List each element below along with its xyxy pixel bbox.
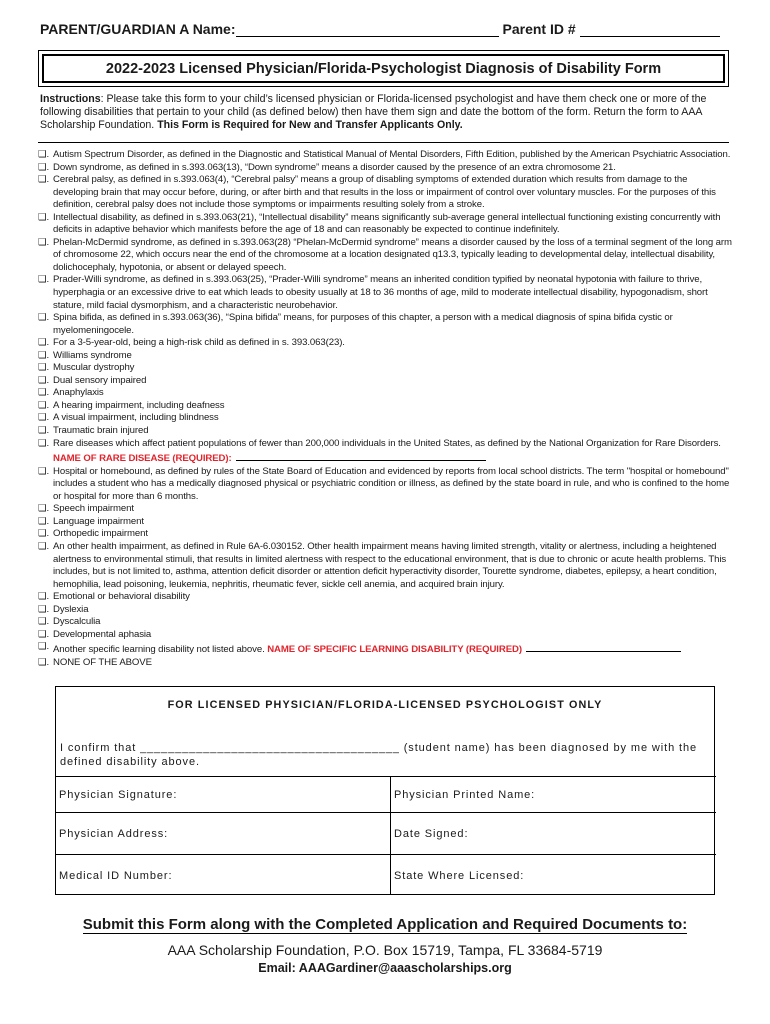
physician-signature-field[interactable] bbox=[55, 776, 390, 812]
state-licensed-label: State Where Licensed: bbox=[394, 869, 525, 882]
disability-text: Phelan-McDermid syndrome, as defined in s.393.063(28) “Phelan-McDermid syndrome” means a disorder caused by the loss of a terminal segment of the long arm of chromosome 22, which occurs near the end of the chromosome at a location designated q13.3, typically leading to developmental delay, intellectual disability, dolichocephaly, hypotonia, or absent or delayed speech. bbox=[53, 236, 732, 273]
required-name-input-line[interactable] bbox=[236, 450, 486, 461]
checkbox[interactable]: ❑. bbox=[38, 174, 50, 186]
physician-address-label: Physician Address: bbox=[59, 827, 169, 840]
instructions bbox=[40, 93, 730, 132]
checkbox[interactable]: ❑. bbox=[38, 312, 50, 324]
disability-checklist bbox=[38, 149, 732, 669]
disability-item bbox=[38, 616, 732, 629]
mailing-address: AAA Scholarship Foundation, P.O. Box 15719, Tampa, FL 33684-5719 bbox=[167, 942, 603, 958]
disability-text: Intellectual disability, as defined in s.393.063(21), “Intellectual disability” means significantly sub-average general intellectual functioning existing concurrently with deficits in adaptive behavior which manifests before the age of 18 and can reasonably be expected to continue indefinitely. bbox=[53, 211, 721, 236]
date-signed-label: Date Signed: bbox=[394, 827, 469, 840]
disability-text: For a 3-5-year-old, being a high-risk child as defined in s. 393.063(23). bbox=[53, 337, 345, 349]
parent-id-label: Parent ID # bbox=[502, 21, 576, 37]
disability-text: NONE OF THE ABOVE bbox=[53, 656, 152, 668]
disability-description bbox=[53, 657, 732, 670]
disability-description bbox=[53, 641, 732, 657]
disability-description bbox=[53, 362, 732, 375]
disability-description bbox=[53, 616, 732, 629]
disability-item bbox=[38, 528, 732, 541]
disability-item bbox=[38, 657, 732, 670]
disability-description bbox=[53, 237, 732, 275]
disability-text: Dual sensory impaired bbox=[53, 374, 147, 386]
disability-description bbox=[53, 375, 732, 388]
required-name-input-line[interactable] bbox=[526, 641, 681, 652]
medical-id-label: Medical ID Number: bbox=[59, 869, 173, 882]
disability-description bbox=[53, 274, 732, 312]
disability-description bbox=[53, 337, 732, 350]
disability-text: Williams syndrome bbox=[53, 349, 132, 361]
disability-description bbox=[53, 174, 732, 212]
disability-item bbox=[38, 337, 732, 350]
required-field-label: NAME OF SPECIFIC LEARNING DISABILITY (REQUIRED) bbox=[267, 644, 522, 656]
checkbox[interactable]: ❑. bbox=[38, 349, 50, 361]
date-signed-field[interactable] bbox=[390, 812, 716, 854]
checkbox[interactable]: ❑. bbox=[38, 503, 50, 515]
checkbox[interactable]: ❑. bbox=[38, 274, 50, 286]
disability-item bbox=[38, 350, 732, 363]
instructions-required-note: This Form is Required for New and Transfer Applicants Only. bbox=[157, 119, 463, 131]
checkbox[interactable]: ❑. bbox=[38, 387, 50, 399]
state-licensed-field[interactable] bbox=[390, 854, 716, 896]
disability-description bbox=[53, 438, 732, 466]
disability-description bbox=[53, 591, 732, 604]
checkbox[interactable]: ❑. bbox=[38, 211, 50, 223]
disability-description bbox=[53, 387, 732, 400]
disability-text: A visual impairment, including blindness bbox=[53, 412, 219, 424]
disability-description bbox=[53, 400, 732, 413]
physician-section bbox=[55, 686, 715, 895]
checkbox[interactable]: ❑. bbox=[38, 362, 50, 374]
physician-address-field[interactable] bbox=[55, 812, 390, 854]
disability-description bbox=[53, 528, 732, 541]
form-title-box bbox=[38, 50, 729, 87]
disability-text: Emotional or behavioral disability bbox=[53, 591, 190, 603]
required-field-label: NAME OF RARE DISEASE (REQUIRED): bbox=[53, 453, 232, 465]
disability-item bbox=[38, 412, 732, 425]
checkbox[interactable]: ❑. bbox=[38, 236, 50, 248]
disability-item bbox=[38, 212, 732, 237]
disability-item bbox=[38, 466, 732, 504]
disability-description bbox=[53, 516, 732, 529]
physician-confirmation[interactable]: I confirm that _____________________________________ (student name) has been diagnosed by me with the defined disability above. bbox=[60, 742, 698, 768]
checkbox[interactable]: ❑. bbox=[38, 412, 50, 424]
disability-item bbox=[38, 312, 732, 337]
disability-item bbox=[38, 591, 732, 604]
disability-text: Another specific learning disability not listed above. bbox=[53, 644, 268, 656]
checkbox[interactable]: ❑. bbox=[38, 437, 50, 449]
physician-section-title: FOR LICENSED PHYSICIAN/FLORIDA-LICENSED PSYCHOLOGIST ONLY bbox=[167, 699, 603, 711]
form-title: 2022-2023 Licensed Physician/Florida-Psychologist Diagnosis of Disability Form bbox=[42, 54, 725, 83]
checkbox[interactable]: ❑. bbox=[38, 399, 50, 411]
contact-email[interactable]: Email: AAAGardiner@aaascholarships.org bbox=[258, 961, 512, 975]
disability-text: Cerebral palsy, as defined in s.393.063(4), “Cerebral palsy” means a group of disabling symptoms of extended duration which results from damage to the developing brain that may occur before, during, or after birth and that results in the loss or impairment of control over voluntary muscles. For the purposes of this definition, cerebral palsy does not include those symptoms or impairments resulting solely from a stroke. bbox=[53, 174, 716, 211]
checkbox[interactable]: ❑. bbox=[38, 528, 50, 540]
disability-text: Muscular dystrophy bbox=[53, 362, 135, 374]
instructions-lead: Instructions bbox=[40, 93, 101, 105]
disability-description bbox=[53, 412, 732, 425]
checkbox[interactable]: ❑. bbox=[38, 641, 50, 653]
checkbox[interactable]: ❑. bbox=[38, 149, 50, 160]
disability-item bbox=[38, 629, 732, 642]
disability-text: Traumatic brain injured bbox=[53, 425, 149, 437]
disability-text: Prader-Willi syndrome, as defined in s.393.063(25), “Prader-Willi syndrome” means an inherited condition typified by neonatal hypotonia with failure to thrive, hyperphagia or an excessive drive to eat which leads to obesity usually at 18 to 36 months of age, mild to moderate intellectual disability, hypogonadism, short stature, mild facial dysmorphism, and a characteristic neurobehavior. bbox=[53, 274, 708, 311]
parent-name-field[interactable] bbox=[236, 20, 499, 37]
disability-text: Orthopedic impairment bbox=[53, 528, 148, 540]
physician-fields-grid bbox=[55, 776, 715, 895]
checkbox[interactable]: ❑. bbox=[38, 603, 50, 615]
disability-item bbox=[38, 516, 732, 529]
disability-item bbox=[38, 174, 732, 212]
disability-item bbox=[38, 604, 732, 617]
checkbox[interactable]: ❑. bbox=[38, 656, 50, 668]
disability-text: Developmental aphasia bbox=[53, 628, 152, 640]
disability-item bbox=[38, 362, 732, 375]
disability-item bbox=[38, 149, 732, 162]
physician-printed-name-field[interactable] bbox=[390, 776, 716, 812]
checkbox[interactable]: ❑. bbox=[38, 540, 50, 552]
checkbox[interactable]: ❑. bbox=[38, 465, 50, 477]
disability-item bbox=[38, 438, 732, 466]
submit-heading bbox=[0, 916, 770, 933]
disability-item bbox=[38, 237, 732, 275]
disability-description bbox=[53, 162, 732, 175]
checkbox[interactable]: ❑. bbox=[38, 374, 50, 386]
instructions-body: : Please take this form to your child’s licensed physician or Florida-licensed psychologist and have them check one or more of the following disabilities that pertain to your child (as defined below) then have them sign and date the bottom of the form. Return the form to AAA Scholarship Foundation. bbox=[40, 93, 707, 131]
checkbox[interactable]: ❑. bbox=[38, 161, 50, 173]
disability-description bbox=[53, 466, 732, 504]
disability-description bbox=[53, 503, 732, 516]
disability-item bbox=[38, 641, 732, 657]
disability-item bbox=[38, 375, 732, 388]
parent-id-field[interactable] bbox=[580, 20, 720, 37]
disability-text: Down syndrome, as defined in s.393.063(13), “Down syndrome” means a disorder caused by the presence of an extra chromosome 21. bbox=[53, 161, 616, 173]
disability-item bbox=[38, 387, 732, 400]
disability-text: Language impairment bbox=[53, 515, 144, 527]
disability-text: Autism Spectrum Disorder, as defined in the Diagnostic and Statistical Manual of Mental Disorders, Fifth Edition, published by the American Psychiatric Association. bbox=[53, 149, 731, 160]
checkbox[interactable]: ❑. bbox=[38, 425, 50, 437]
disability-description bbox=[53, 541, 732, 591]
medical-id-field[interactable] bbox=[55, 854, 390, 896]
physician-printed-name-label: Physician Printed Name: bbox=[394, 788, 536, 801]
disability-description bbox=[53, 425, 732, 438]
disability-item bbox=[38, 162, 732, 175]
checkbox[interactable]: ❑. bbox=[38, 616, 50, 628]
disability-item bbox=[38, 541, 732, 591]
disability-text: Anaphylaxis bbox=[53, 387, 104, 399]
section-divider bbox=[38, 142, 729, 143]
parent-name-label: PARENT/GUARDIAN A Name: bbox=[40, 21, 236, 37]
parent-info-header bbox=[40, 20, 726, 37]
disability-description bbox=[53, 629, 732, 642]
disability-description bbox=[53, 149, 732, 162]
checkbox[interactable]: ❑. bbox=[38, 591, 50, 603]
disability-text: A hearing impairment, including deafness bbox=[53, 399, 225, 411]
disability-item bbox=[38, 503, 732, 516]
disability-description bbox=[53, 312, 732, 337]
disability-item bbox=[38, 425, 732, 438]
disability-description bbox=[53, 212, 732, 237]
submit-heading-text: Submit this Form along with the Completed Application and Required Documents to: bbox=[82, 916, 688, 933]
disability-text: An other health impairment, as defined in Rule 6A-6.030152. Other health impairment means having limited strength, vitality or alertness, including a heightened alertness to environmental stimuli, that results in limited alertness with respect to the educational environment, that is due to chronic or acute health problems. This includes, but is not limited to, asthma, attention deficit disorder or attention deficit hyperactivity disorder, Tourette syndrome, diabetes, epilepsy, a heart condition, hemophilia, lead poisoning, leukemia, nephritis, rheumatic fever, sickle cell anemia, and acquired brain injury. bbox=[53, 540, 727, 590]
disability-description bbox=[53, 350, 732, 363]
disability-text: Spina bifida, as defined in s.393.063(36), “Spina bifida” means, for purposes of this chapter, a person with a medical diagnosis of spina bifida cystic or myelomeningocele. bbox=[53, 312, 673, 336]
checkbox[interactable]: ❑. bbox=[38, 515, 50, 527]
disability-text: Hospital or homebound, as defined by rules of the State Board of Education and evidenced by reports from local school districts. The term "hospital or homebound" includes a student who has a medically diagnosed physical or psychiatric condition or illness, as defined by the state board in rule, and who is confined to the home or hospital for more than 6 months. bbox=[53, 465, 730, 502]
disability-item bbox=[38, 400, 732, 413]
disability-description bbox=[53, 604, 732, 617]
disability-text: Dyslexia bbox=[53, 603, 89, 615]
checkbox[interactable]: ❑. bbox=[38, 337, 50, 349]
disability-item bbox=[38, 274, 732, 312]
disability-text: Dyscalculia bbox=[53, 616, 101, 628]
physician-signature-label: Physician Signature: bbox=[59, 788, 178, 801]
disability-text: Rare diseases which affect patient populations of fewer than 200,000 individuals in the United States, as defined by the National Organization for Rare Disorders. bbox=[53, 437, 721, 449]
disability-text: Speech impairment bbox=[53, 503, 134, 515]
checkbox[interactable]: ❑. bbox=[38, 628, 50, 640]
